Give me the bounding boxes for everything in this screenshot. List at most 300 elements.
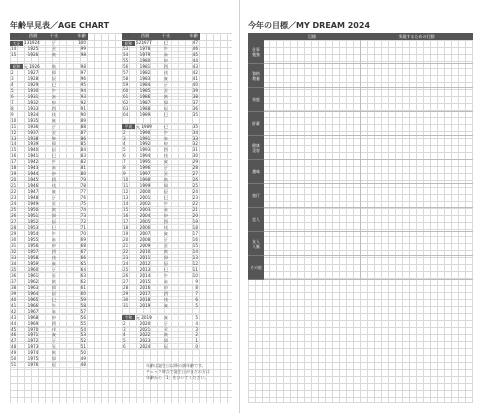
cell-year: 1955 [27,236,39,242]
cell-age: 83 [80,153,86,159]
cell-age: 5 [195,314,198,320]
cell-year: 1987 [139,99,151,105]
cell-era: 62 [123,99,129,105]
header-goal: 目標 [308,34,316,39]
cell-eto: 卯 [51,141,57,147]
cell-age: 21 [192,207,198,213]
cell-eto: 丑 [51,45,57,51]
cell-age: 55 [80,320,86,326]
cell-age: 46 [192,45,198,51]
cell-year: 1941 [27,153,39,159]
cell-eto: 申 [51,314,57,320]
cell-era: 4 [11,81,14,87]
age-table-column-1 [10,33,88,368]
cell-era: 56 [123,63,129,69]
plan-field[interactable] [361,88,473,112]
cell-age: 14 [192,248,198,254]
cell-era: 24 [11,201,17,207]
cell-year: 2003 [139,207,151,213]
cell-era: 14 [11,141,17,147]
cell-eto: 寅 [51,207,57,213]
cell-era: 19 [11,171,17,177]
dream-row [248,184,473,208]
cell-eto: 卯 [51,213,57,219]
cell-year: 1975 [27,356,39,362]
category-label-line: その他 [250,265,262,270]
cell-year: 2023 [139,338,151,344]
category-label-line: 趣味 [252,169,260,174]
cell-age: 97 [80,69,86,75]
cell-era: 7 [11,99,14,105]
cell-age: 73 [80,213,86,219]
cell-era: 10 [11,117,17,123]
cell-era: 20 [11,177,17,183]
cell-age: 30 [192,153,198,159]
cell-year: 2015 [139,278,151,284]
goal-field[interactable] [264,40,360,64]
cell-eto: 酉 [51,105,57,111]
category-label [248,208,264,232]
cell-eto: 寅 [51,278,57,284]
plan-field[interactable] [361,112,473,136]
cell-year: 1951 [27,213,39,219]
cell-age: 7 [195,290,198,296]
cell-year: 1994 [139,153,151,159]
header-category [248,33,264,40]
cell-age: 33 [192,135,198,141]
cell-age: 39 [192,87,198,93]
cell-eto: 未 [51,93,57,99]
cell-era: 30 [123,296,129,302]
category-label [248,136,264,160]
cell-era: 26 [11,213,17,219]
cell-age: 22 [192,201,198,207]
cell-eto: 巳 [51,225,57,230]
cell-age: 40 [192,81,198,87]
cell-year: 1970 [27,326,39,332]
cell-age: 13 [192,254,198,260]
cell-year: 1924 [29,40,40,45]
category-label-line: 貯蓄 [252,121,260,126]
cell-age: 1 [195,338,198,344]
cell-age: 63 [80,272,86,278]
cell-age: 27 [192,171,198,177]
cell-eto: 酉 [163,290,169,296]
cell-eto: 申 [163,141,169,147]
cell-eto: 辰 [163,189,169,195]
cell-era: 50 [11,356,17,362]
cell-era: 16 [123,213,129,219]
cell-era: 30 [11,236,17,242]
cell-eto: 午 [163,272,169,278]
cell-age: 15 [192,242,198,248]
cell-era: 48 [11,344,17,350]
cell-age [178,309,200,314]
cell-year: 1926 [27,51,39,57]
cell-eto: 丑 [51,201,57,207]
cell-year: 1937 [27,129,39,135]
header-year: 西暦 [28,33,38,38]
cell-era [10,58,24,63]
cell-eto: 巳 [51,81,57,87]
cell-age: 67 [80,248,86,254]
cell-era: 55 [123,57,129,63]
cell-year: 1965 [27,296,39,302]
cell-era: 19 [123,231,129,236]
cell-year: 1998 [139,177,151,183]
cell-era: 9 [11,111,14,117]
cell-eto: 亥 [51,260,57,266]
cell-eto: 卯 [51,356,57,362]
cell-eto: 戌 [163,153,169,159]
cell-year: 1986 [139,93,151,99]
cell-eto: 卯 [51,69,57,75]
category-label [248,112,264,136]
cell-year: 1991 [139,135,151,141]
cell-age: 71 [80,225,86,230]
cell-era: 35 [11,266,17,272]
cell-eto: 辰 [163,260,169,266]
era-number: 元 [136,314,141,320]
era-tag: 平成 [122,124,135,129]
cell-era: 38 [11,284,17,290]
cell-eto: 亥 [51,332,57,338]
cell-age: 32 [192,141,198,147]
cell-age: 58 [80,302,86,308]
goal-field[interactable] [264,136,360,160]
category-label-line: 健康 [252,142,260,148]
cell-era: 24 [123,260,129,266]
cell-year: 1984 [139,81,151,87]
dream-row [248,112,473,136]
cell-era: 31 [123,302,129,308]
cell-era: 44 [11,320,17,326]
era-number: 元 [24,63,29,69]
cell-age: 78 [80,183,86,189]
cell-era: 5 [123,147,126,153]
plan-field[interactable] [361,136,473,160]
cell-year: 1933 [27,105,39,111]
cell-age: 36 [192,105,198,111]
cell-era: 29 [123,290,129,296]
cell-age: 12 [192,260,198,266]
era-tag: 昭和 [122,41,135,46]
cell-age: 24 [192,189,198,195]
cell-age: 2 [195,332,198,338]
cell-eto: 寅 [163,332,169,338]
cell-age: 11 [192,266,198,272]
cell-age: 65 [80,260,86,266]
cell-age [178,118,200,123]
cell-age: 99 [80,45,86,51]
cell-eto: 辰 [163,344,169,350]
cell-age: 52 [80,338,86,344]
cell-year: 2022 [139,332,151,338]
era-number: 13 [24,40,30,45]
cell-era: 6 [123,344,126,350]
cell-year: 1961 [27,272,39,278]
cell-age: 51 [80,344,86,350]
cell-eto: 丑 [51,129,57,135]
cell-era: 27 [11,219,17,225]
plan-field[interactable] [361,40,473,64]
cell-year: 1985 [139,87,151,93]
plan-field[interactable] [361,232,473,256]
cell-year: 1972 [27,338,39,344]
category-label-line: 教養 [252,75,260,81]
cell-age: 98 [80,51,86,57]
cell-eto: 子 [51,195,57,201]
cell-eto: 子 [51,338,57,344]
cell-age: 42 [192,69,198,75]
goal-field[interactable] [264,232,360,256]
age-chart-title: 年齢早見表／AGE CHART [10,21,110,30]
cell-year: 1963 [27,284,39,290]
cell-age: 64 [80,266,86,272]
cell-eto: 丑 [163,87,169,93]
cell-era: 32 [11,248,17,254]
cell-era: 22 [123,248,129,254]
cell-eto: 申 [163,57,169,63]
cell-era: 57 [123,69,129,75]
cell-eto: 戌 [163,296,169,302]
cell-age: 79 [80,177,86,183]
cell-eto: 子 [163,236,169,242]
cell-year: 1989 [139,111,151,117]
goal-field[interactable] [264,184,360,208]
cell-era: 6 [11,93,14,99]
cell-eto: 巳 [163,195,169,201]
category-label-line: 仕事 [252,46,260,52]
cell-age: 89 [80,117,86,123]
cell-eto: 辰 [51,362,57,368]
cell-age: 70 [80,231,86,236]
cell-eto: 巳 [51,296,57,302]
cell-eto: 亥 [163,314,169,320]
era-tag: 大正 [10,41,23,46]
dream-row [248,88,473,112]
cell-year: 1967 [27,308,39,314]
plan-field[interactable] [361,184,473,208]
dream-table [248,33,473,280]
cell-era: 29 [11,231,17,236]
cell-year: 1999 [139,183,151,189]
cell-year: 2017 [139,290,151,296]
cell-year: 1971 [27,332,39,338]
cell-era: 7 [123,159,126,165]
cell-era: 46 [11,332,17,338]
cell-eto: 酉 [51,248,57,254]
category-label [248,184,264,208]
cell-eto: 子 [163,81,169,87]
plan-field[interactable] [361,256,473,280]
cell-age: 0 [195,344,198,350]
cell-era: 58 [123,75,129,81]
cell-year: 1958 [27,254,39,260]
goal-field[interactable] [264,208,360,232]
goal-field[interactable] [264,88,360,112]
cell-age: 5 [195,302,198,308]
cell-age: 50 [80,350,86,356]
cell-year: 2014 [139,272,151,278]
cell-year: 1993 [139,147,151,153]
cell-eto: 丑 [51,344,57,350]
cell-year: 1959 [27,260,39,266]
cell-year: 1930 [27,87,39,93]
cell-age: 93 [80,93,86,99]
cell-era: 60 [123,87,129,93]
cell-age: 90 [80,111,86,117]
cell-year: 1981 [139,63,151,69]
cell-year: 1960 [27,266,39,272]
cell-eto: 未 [163,135,169,141]
cell-age: 53 [80,332,86,338]
cell-era: 23 [123,254,129,260]
cell-age: 41 [192,75,198,81]
cell-era: 34 [11,260,17,266]
cell-era: 22 [11,189,17,195]
cell-eto: 未 [51,308,57,314]
cell-age: 94 [80,87,86,93]
cell-eto: 寅 [51,63,57,69]
dream-row [248,64,473,88]
cell-age: 57 [80,308,86,314]
cell-age: 68 [80,242,86,248]
cell-era: 41 [11,302,17,308]
cell-age: 91 [80,105,86,111]
cell-year: 1950 [27,207,39,213]
cell-age: 82 [80,159,86,165]
cell-year: 1928 [27,75,39,81]
cell-year: 1946 [27,183,39,189]
cell-age: 61 [80,284,86,290]
cell-eto: 未 [51,165,57,171]
cell-eto [154,309,178,314]
cell-year: 2001 [139,195,151,201]
cell-year: 1982 [139,69,151,75]
dream-header [248,33,473,40]
cell-year [136,309,154,314]
cell-age: 25 [192,183,198,189]
plan-field[interactable] [361,160,473,184]
right-page [240,0,480,413]
cell-year: 1968 [27,314,39,320]
cell-eto: 酉 [163,147,169,153]
cell-era: 51 [11,362,17,368]
cell-eto: 亥 [163,75,169,81]
dream-row [248,40,473,64]
cell-age: 76 [80,195,86,201]
cell-age: 45 [192,51,198,57]
cell-eto: 酉 [51,320,57,326]
cell-age: 47 [192,40,198,45]
header-era: 年号 [123,33,132,38]
plan-field[interactable] [361,64,473,88]
cell-year: 1954 [27,231,39,236]
cell-age: 59 [80,296,86,302]
cell-year: 1934 [27,111,39,117]
cell-era [122,309,136,314]
cell-era: 27 [123,278,129,284]
category-label [248,40,264,64]
cell-year: 2019 [141,314,152,320]
cell-year: 1926 [29,63,40,69]
category-label-line: 資格 [252,70,260,76]
cell-eto: 申 [163,213,169,219]
cell-eto: 午 [51,87,57,93]
cell-era [122,118,136,123]
cell-year: 1962 [27,278,39,284]
cell-eto: 亥 [163,159,169,165]
cell-eto: 丑 [51,272,57,278]
cell-year: 1995 [139,159,151,165]
age-rows [122,40,200,350]
dream-title: 今年の目標／MY DREAM 2024 [248,21,371,30]
cell-era: 21 [123,242,129,248]
cell-eto: 未 [163,51,169,57]
header-age: 年齢 [77,33,86,38]
cell-age: 28 [192,165,198,171]
age-table-header [122,33,200,40]
goal-field[interactable] [264,256,360,280]
cell-eto: 子 [51,40,57,45]
cell-eto: 巳 [163,111,169,117]
cell-era: 8 [11,105,14,111]
cell-year: 1942 [27,159,39,165]
cell-year: 1944 [27,171,39,177]
age-rows [10,40,88,368]
cell-era: 17 [11,159,17,165]
plan-field[interactable] [361,208,473,232]
goal-field[interactable] [264,160,360,184]
cell-age: 16 [192,236,198,242]
category-label [248,232,264,256]
cell-era: 4 [123,141,126,147]
cell-eto: 戌 [163,225,169,230]
cell-year: 2011 [139,254,151,260]
category-label [248,88,264,112]
goal-field[interactable] [264,64,360,88]
cell-age: 66 [80,254,86,260]
cell-era: 2 [123,320,126,326]
cell-year: 1948 [27,195,39,201]
cell-era: 33 [11,254,17,260]
note-line: チェック時点で誕生日がまだの方は [146,369,210,374]
cell-year: 1983 [139,75,151,81]
cell-era: 31 [11,242,17,248]
cell-era: 3 [123,135,126,141]
cell-year: 1989 [141,123,152,129]
cell-age: 34 [192,129,198,135]
cell-era: 23 [11,195,17,201]
cell-eto: 寅 [51,350,57,356]
cell-eto: 午 [163,129,169,135]
cell-age: 18 [192,225,198,230]
cell-year: 2008 [139,236,151,242]
cell-age: 19 [192,219,198,225]
cell-eto: 申 [51,99,57,105]
cell-eto: 巳 [163,40,169,45]
cell-year: 2004 [139,213,151,219]
cell-eto: 午 [51,159,57,165]
era-tag: 令和 [122,315,135,320]
dream-row [248,232,473,256]
cell-era: 2 [123,129,126,135]
goal-field[interactable] [264,112,360,136]
cell-era: 14 [123,201,129,207]
cell-era: 47 [11,338,17,344]
cell-era: 16 [11,153,17,159]
